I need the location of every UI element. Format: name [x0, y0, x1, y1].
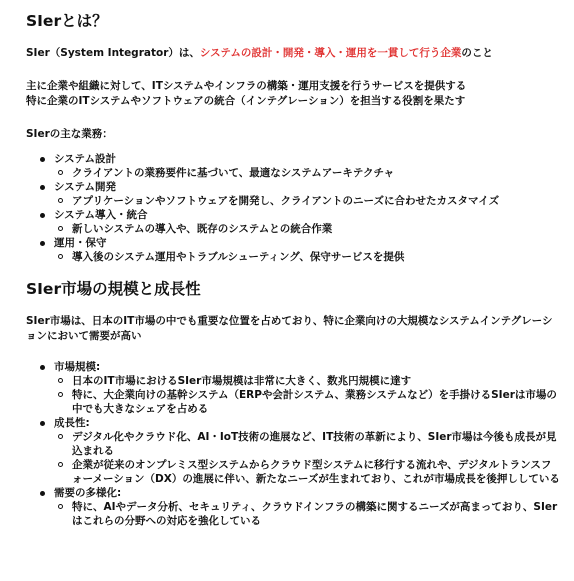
business-sublist: [54, 222, 560, 236]
bullet-circle-icon: [58, 226, 63, 231]
bullet-circle-icon: [58, 198, 63, 203]
market-subitem-text: デジタル化やクラウド化、AI・IoT技術の進展など、IT技術の革新により、SIer市場は今後も成長が見込まれる: [72, 431, 557, 457]
definition-highlight: システムの設計・開発・導入・運用を一貫して行う企業: [199, 47, 462, 59]
market-subitem: [54, 388, 560, 416]
bullet-circle-icon: [58, 378, 63, 383]
business-subitem-text: 新しいシステムの導入や、既存のシステムとの統合作業: [72, 223, 333, 235]
section1-title: SIerとは？: [26, 12, 108, 30]
business-item-label: システム開発: [54, 181, 116, 193]
business-item-label: 運用・保守: [54, 237, 107, 249]
bullet-disc-icon: [40, 365, 45, 370]
market-intro: SIer市場は、日本のIT市場の中でも重要な位置を占めており、特に企業向けの大規模なシステムインテグレーションにおいて需要が高い: [26, 315, 553, 342]
business-subitem-text: アプリケーションやソフトウェアを開発し、クライアントのニーズに合わせたカスタマイズ: [72, 195, 500, 207]
business-subitem: [54, 222, 560, 236]
bullet-circle-icon: [58, 434, 63, 439]
market-subitem: [54, 374, 560, 388]
business-item-label: システム導入・統合: [54, 209, 148, 221]
overview-block: [26, 79, 560, 109]
market-sublist: [54, 374, 560, 416]
section2-title: SIer市場の規模と成長性: [26, 280, 201, 298]
bullet-circle-icon: [58, 254, 63, 259]
bullet-disc-icon: [40, 213, 45, 218]
business-sublist: [54, 166, 560, 180]
market-item-label: 成長性:: [54, 417, 90, 429]
market-item: [26, 416, 560, 486]
market-list: [26, 360, 560, 528]
business-sublist: [54, 250, 560, 264]
market-subitem: [54, 430, 560, 458]
bullet-circle-icon: [58, 392, 63, 397]
bullet-circle-icon: [58, 170, 63, 175]
definition-pre: SIer（System Integrator）は、: [26, 47, 200, 59]
market-item-label: 需要の多様化:: [54, 487, 122, 499]
bullet-circle-icon: [58, 462, 63, 467]
market-subitem-text: 企業が従来のオンプレミス型システムからクラウド型システムに移行する流れや、デジタルトランスフォーメーション（DX）の進展に伴い、新たなニーズが生まれており、これが市場成長を後押ししている: [72, 459, 560, 485]
market-subitem: [54, 458, 560, 486]
business-subitem: [54, 250, 560, 264]
business-subitem: [54, 194, 560, 208]
business-subitem: [54, 166, 560, 180]
bullet-disc-icon: [40, 157, 45, 162]
bullet-circle-icon: [58, 504, 63, 509]
market-subitem: [54, 500, 560, 528]
bullet-disc-icon: [40, 241, 45, 246]
business-heading: SIerの主な業務：: [26, 128, 113, 140]
overview-line-2: 特に企業のITシステムやソフトウェアの統合（インテグレーション）を担当する役割を果たす: [26, 95, 466, 107]
overview-line-1: 主に企業や組織に対して、ITシステムやインフラの構築・運用支援を行うサービスを提供する: [26, 80, 467, 92]
business-item-label: システム設計: [54, 153, 116, 165]
market-subitem-text: 特に、AIやデータ分析、セキュリティ、クラウドインフラの構築に関するニーズが高まっており、SIerはこれらの分野への対応を強化している: [72, 501, 558, 527]
market-sublist: [54, 430, 560, 486]
market-sublist: [54, 500, 560, 528]
market-subitem-text: 特に、大企業向けの基幹システム（ERPや会計システム、業務システムなど）を手掛けるSIerは市場の中でも大きなシェアを占める: [72, 389, 557, 415]
definition-post: のこと: [461, 47, 493, 59]
bullet-disc-icon: [40, 491, 45, 496]
business-item: [26, 152, 560, 180]
business-list: [26, 152, 560, 264]
bullet-disc-icon: [40, 421, 45, 426]
definition-paragraph: [26, 46, 560, 61]
business-item: [26, 180, 560, 208]
business-subitem-text: クライアントの業務要件に基づいて、最適なシステムアーキテクチャ: [72, 167, 395, 179]
business-item: [26, 208, 560, 236]
business-subitem-text: 導入後のシステム運用やトラブルシューティング、保守サービスを提供: [72, 251, 405, 263]
business-sublist: [54, 194, 560, 208]
market-item-label: 市場規模:: [54, 361, 101, 373]
market-item: [26, 486, 560, 528]
bullet-disc-icon: [40, 185, 45, 190]
market-item: [26, 360, 560, 416]
business-item: [26, 236, 560, 264]
market-subitem-text: 日本のIT市場におけるSIer市場規模は非常に大きく、数兆円規模に達す: [72, 375, 412, 387]
